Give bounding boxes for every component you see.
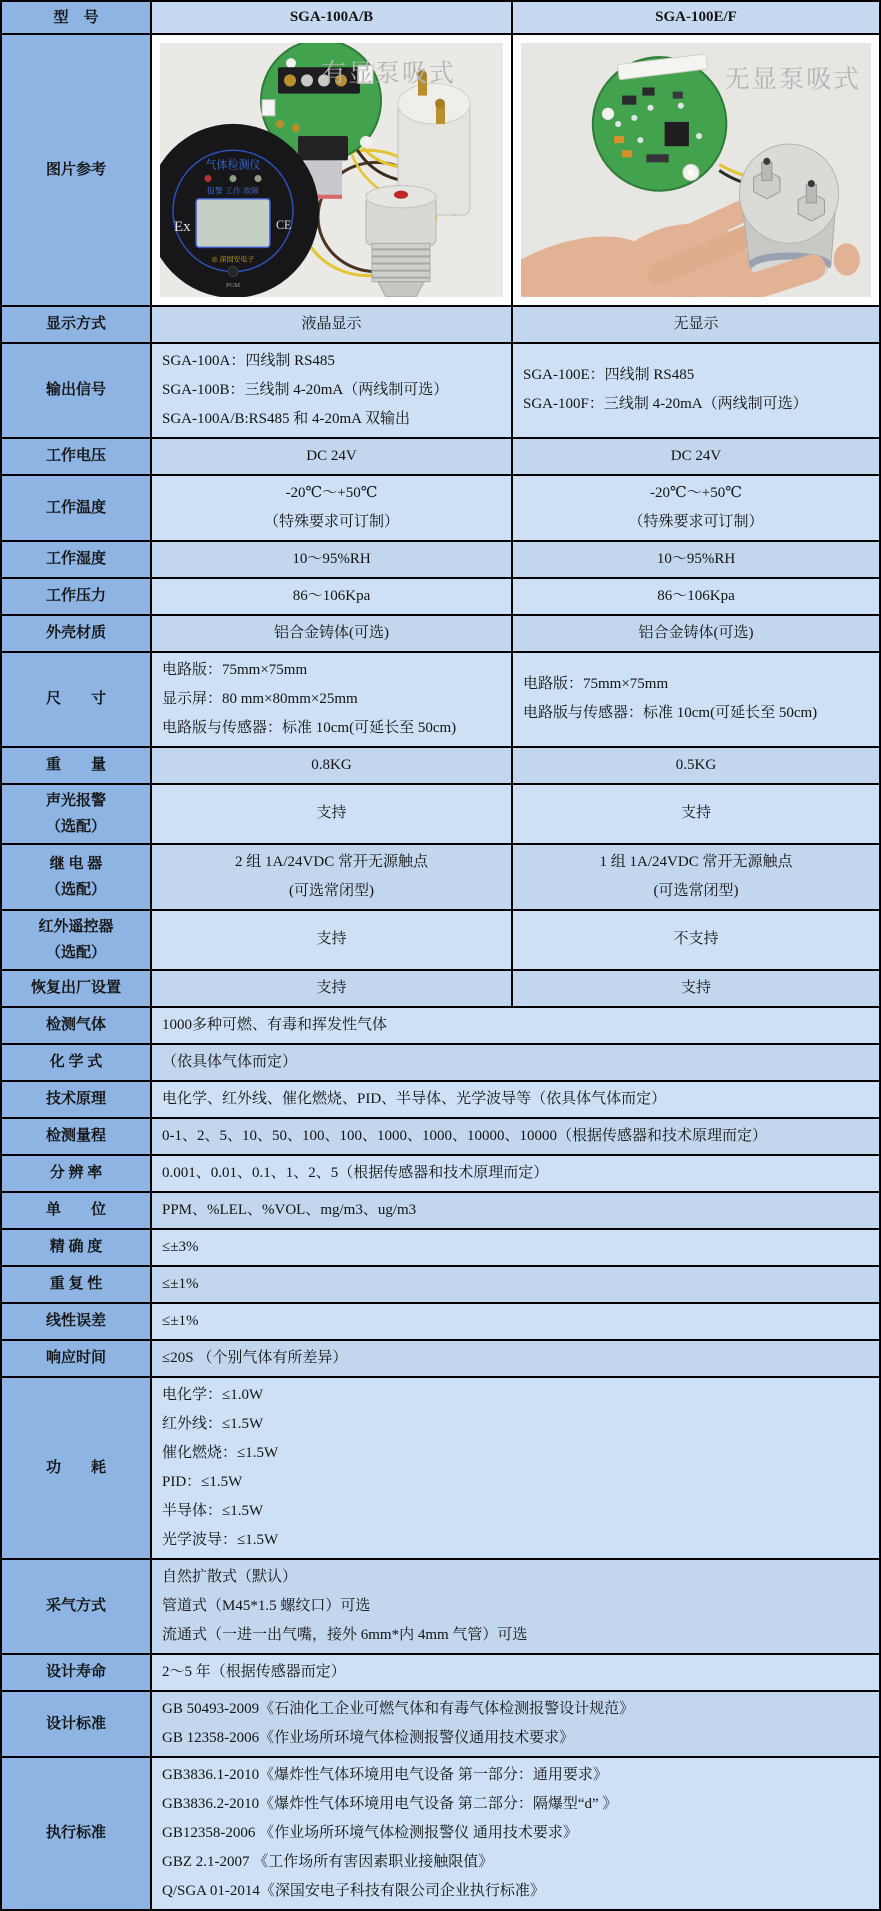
row-label-audible-visual-alarm — [2, 785, 152, 843]
spec-row-working-humidity — [2, 542, 879, 579]
row-label-text: 输出信号 — [45, 382, 106, 399]
row-label-response-time — [2, 1341, 152, 1376]
spec-row-display-mode — [2, 307, 879, 344]
row-label-working-voltage — [2, 439, 152, 474]
row-value-text: 自然扩散式（默认） — [162, 1568, 298, 1585]
row-label-text: 工作温度 — [45, 499, 106, 516]
row-value-text: 支持 — [316, 805, 347, 822]
row-label-execution-standard — [2, 1758, 152, 1909]
row-value-text: PID：≤1.5W — [162, 1473, 243, 1490]
spec-row-output-signal — [2, 344, 879, 439]
row-label-text: （选配） — [45, 818, 106, 835]
row-label-output-signal — [2, 344, 152, 437]
header-model-ab: SGA-100A/B — [152, 2, 513, 33]
spec-row-detection-range — [2, 1119, 879, 1156]
row-value-text: 液晶显示 — [301, 315, 362, 332]
row-value-text: 0-1、2、5、10、50、100、100、1000、1000、10000、10000（根据传感器和技术原理而定） — [162, 1127, 767, 1144]
row-value-text: （特殊要求可订制） — [628, 513, 764, 530]
row-label-linearity-error — [2, 1304, 152, 1339]
row-value-text: 0.5KG — [675, 756, 717, 773]
row-value-text: SGA-100B：三线制 4-20mA（两线制可选） — [162, 381, 449, 398]
row-value-text: DC 24V — [306, 447, 357, 464]
row-label-technical-principle — [2, 1082, 152, 1117]
row-label-text: 技术原理 — [45, 1091, 106, 1108]
table-header-row — [2, 2, 879, 35]
row-value-text: SGA-100A/B:RS485 和 4-20mA 双输出 — [162, 410, 410, 427]
spec-row-working-pressure — [2, 579, 879, 616]
row-value-text: -20℃～+50℃ — [649, 484, 742, 501]
row-label-ir-remote — [2, 911, 152, 969]
spec-row-unit — [2, 1193, 879, 1230]
row-value-accuracy — [152, 1230, 879, 1265]
row-value-text: SGA-100E：四线制 RS485 — [523, 367, 695, 384]
row-value-text: ≤±1% — [162, 1312, 199, 1329]
row-value-text: 电路版与传感器：标准 10cm(可延长至 50cm) — [523, 705, 818, 722]
row-label-display-mode — [2, 307, 152, 342]
row-value-response-time — [152, 1341, 879, 1376]
row-value-text: DC 24V — [670, 447, 722, 464]
row-value-ef-factory-reset — [513, 971, 879, 1006]
spec-row-chemical-formula — [2, 1045, 879, 1082]
row-value-ef-ir-remote — [513, 911, 879, 969]
row-value-text: （特殊要求可订制） — [263, 513, 399, 530]
row-value-ef-dimensions — [513, 653, 879, 746]
row-value-ab-housing-material — [152, 616, 513, 651]
row-value-text: 1000多种可燃、有毒和挥发性气体 — [162, 1016, 388, 1033]
row-value-ef-relay — [513, 845, 879, 909]
spec-row-linearity-error — [2, 1304, 879, 1341]
row-value-text: 显示屏：80 mm×80mm×25mm — [162, 690, 358, 707]
spec-row-accuracy — [2, 1230, 879, 1267]
row-value-text: 无显示 — [673, 315, 719, 332]
row-value-ab-working-voltage — [152, 439, 513, 474]
spec-row-sampling-method — [2, 1560, 879, 1655]
row-value-text: 电路版：75mm×75mm — [523, 676, 669, 693]
spec-row-response-time — [2, 1341, 879, 1378]
row-value-ef-working-temperature — [513, 476, 879, 540]
row-label-repeatability — [2, 1267, 152, 1302]
row-value-text: SGA-100A：四线制 RS485 — [162, 352, 335, 369]
row-label-dimensions — [2, 653, 152, 746]
row-value-ab-dimensions — [152, 653, 513, 746]
spec-row-design-standard — [2, 1692, 879, 1758]
image-row-label-text: 图片参考 — [45, 161, 106, 178]
image-reference-row — [2, 35, 879, 307]
row-value-ab-working-pressure — [152, 579, 513, 614]
spec-row-working-temperature — [2, 476, 879, 542]
watermark-right: 无显泵吸式 — [724, 65, 861, 94]
row-value-ab-ir-remote — [152, 911, 513, 969]
row-value-text: 电路版与传感器：标准 10cm(可延长至 50cm) — [162, 719, 457, 736]
row-value-text: 支持 — [316, 931, 347, 948]
row-label-accuracy — [2, 1230, 152, 1265]
row-value-ef-working-humidity — [513, 542, 879, 577]
row-value-text: 电化学、红外线、催化燃烧、PID、半导体、光学波导等（依具体气体而定） — [162, 1090, 667, 1107]
row-value-text: 2～5 年（根据传感器而定） — [162, 1663, 346, 1680]
row-value-ab-relay — [152, 845, 513, 909]
row-value-execution-standard — [152, 1758, 879, 1909]
row-label-sampling-method — [2, 1560, 152, 1653]
row-value-text: （依具体气体而定） — [162, 1053, 298, 1070]
row-value-text: 铝合金铸体(可选) — [638, 624, 754, 641]
spec-row-execution-standard — [2, 1758, 879, 1909]
spec-row-factory-reset — [2, 971, 879, 1008]
row-label-text: 设计寿命 — [45, 1664, 106, 1681]
row-label-text: 检测气体 — [45, 1017, 106, 1034]
row-value-ab-weight — [152, 748, 513, 783]
row-value-ab-working-humidity — [152, 542, 513, 577]
watermark-left: 有显泵吸式 — [321, 60, 456, 88]
spec-row-housing-material — [2, 616, 879, 653]
row-label-design-standard — [2, 1692, 152, 1756]
row-label-weight — [2, 748, 152, 783]
row-label-text: （选配） — [45, 881, 106, 898]
row-label-text: 检测量程 — [45, 1128, 106, 1145]
row-value-text: 0.8KG — [311, 756, 352, 773]
row-label-text: 重 复 性 — [49, 1276, 103, 1293]
row-value-text: 86～106Kpa — [292, 587, 371, 604]
row-label-text: 红外遥控器 — [38, 918, 114, 935]
product-photo-ab — [160, 43, 503, 297]
row-label-design-life — [2, 1655, 152, 1690]
row-value-text: GB3836.1-2010《爆炸性气体环境用电气设备 第一部分：通用要求》 — [162, 1766, 608, 1783]
row-value-text: Q/SGA 01-2014《深国安电子科技有限公司企业执行标准》 — [162, 1882, 545, 1899]
row-label-power-consumption — [2, 1378, 152, 1558]
spec-row-resolution — [2, 1156, 879, 1193]
photo-sga100ab — [152, 35, 513, 305]
gauge-title: 气体检测仪 — [205, 159, 261, 172]
row-label-working-pressure — [2, 579, 152, 614]
row-value-text: 86～106Kpa — [657, 587, 735, 604]
row-label-text: 执行标准 — [45, 1825, 106, 1842]
row-label-text: 线性误差 — [45, 1313, 106, 1330]
row-label-text: 重 量 — [45, 757, 106, 774]
metal-sensor-illustration — [739, 144, 838, 280]
gauge-brand-line: ◎ 深国安电子 — [211, 255, 255, 264]
row-value-design-life — [152, 1655, 879, 1690]
row-value-text: GB 50493-2009《石油化工企业可燃气体和有毒气体检测报警设计规范》 — [162, 1700, 635, 1717]
fingertip-illustration — [834, 243, 860, 275]
row-value-text: 红外线：≤1.5W — [162, 1415, 264, 1432]
row-label-text: 化 学 式 — [49, 1054, 103, 1071]
row-value-text: 铝合金铸体(可选) — [274, 624, 389, 641]
row-label-chemical-formula — [2, 1045, 152, 1080]
spec-row-weight — [2, 748, 879, 785]
row-value-chemical-formula — [152, 1045, 879, 1080]
row-value-text: 支持 — [680, 805, 711, 822]
row-value-ef-output-signal — [513, 344, 879, 437]
row-label-working-temperature — [2, 476, 152, 540]
row-value-text: -20℃～+50℃ — [285, 484, 378, 501]
row-label-detection-range — [2, 1119, 152, 1154]
row-value-technical-principle — [152, 1082, 879, 1117]
row-value-text: 光学波导：≤1.5W — [162, 1531, 279, 1548]
row-value-text: 流通式（一进一出气嘴，接外 6mm*内 4mm 气管）可选 — [162, 1626, 528, 1643]
row-label-text: （选配） — [45, 944, 106, 961]
spec-row-dimensions — [2, 653, 879, 748]
spec-row-technical-principle — [2, 1082, 879, 1119]
row-label-text: 设计标准 — [45, 1715, 106, 1732]
row-label-text: 分 辨 率 — [49, 1165, 103, 1182]
row-value-ef-working-voltage — [513, 439, 879, 474]
row-label-text: 功 耗 — [45, 1459, 106, 1476]
row-label-unit — [2, 1193, 152, 1228]
row-value-text: ≤20S （个别气体有所差异） — [162, 1349, 348, 1366]
row-value-text: 10～95%RH — [656, 550, 736, 567]
row-label-text: 继 电 器 — [49, 855, 103, 872]
row-value-ab-display-mode — [152, 307, 513, 342]
product-photo-ef — [521, 43, 871, 297]
spec-row-ir-remote — [2, 911, 879, 971]
row-value-text: 管道式（M45*1.5 螺纹口）可选 — [162, 1597, 371, 1614]
spec-row-detectable-gases — [2, 1008, 879, 1045]
row-value-text: GBZ 2.1-2007 《工作场所有害因素职业接触限值》 — [162, 1853, 494, 1870]
row-value-text: 2 组 1A/24VDC 常开无源触点 — [235, 853, 428, 870]
row-value-text: GB 12358-2006《作业场所环境气体检测报警仪通用技术要求》 — [162, 1729, 575, 1746]
row-label-text: 外壳材质 — [45, 625, 106, 642]
row-label-text: 工作压力 — [45, 588, 106, 605]
row-value-text: 电化学：≤1.0W — [162, 1386, 264, 1403]
spec-row-design-life — [2, 1655, 879, 1692]
row-value-ab-working-temperature — [152, 476, 513, 540]
row-label-text: 单 位 — [45, 1202, 106, 1219]
row-value-linearity-error — [152, 1304, 879, 1339]
spec-row-power-consumption — [2, 1378, 879, 1560]
header-model-label — [2, 2, 152, 33]
row-label-text: 工作湿度 — [45, 551, 106, 568]
row-value-ef-housing-material — [513, 616, 879, 651]
gauge-led-labels: 报警 工作 故障 — [207, 186, 259, 196]
row-label-text: 精 确 度 — [49, 1239, 103, 1256]
spec-row-audible-visual-alarm — [2, 785, 879, 845]
row-label-factory-reset — [2, 971, 152, 1006]
row-label-housing-material — [2, 616, 152, 651]
row-value-text: 催化燃烧：≤1.5W — [162, 1444, 279, 1461]
row-value-ef-working-pressure — [513, 579, 879, 614]
row-value-detectable-gases — [152, 1008, 879, 1043]
spec-row-relay — [2, 845, 879, 911]
row-value-text: 不支持 — [673, 931, 719, 948]
row-value-power-consumption — [152, 1378, 879, 1558]
row-value-text: 电路版：75mm×75mm — [162, 661, 308, 678]
row-label-text: 采气方式 — [45, 1598, 106, 1615]
row-value-text: (可选常闭型) — [289, 882, 374, 899]
gauge-pgm-label: PGM — [225, 281, 241, 289]
row-value-text: GB12358-2006 《作业场所环境气体检测报警仪 通用技术要求》 — [162, 1824, 578, 1841]
row-value-text: 1 组 1A/24VDC 常开无源触点 — [599, 853, 793, 870]
row-label-resolution — [2, 1156, 152, 1191]
row-value-text: 支持 — [316, 979, 347, 996]
row-value-text: 10～95%RH — [292, 550, 371, 567]
row-value-text: 支持 — [680, 979, 711, 996]
row-label-text: 恢复出厂设置 — [30, 980, 121, 997]
row-label-detectable-gases — [2, 1008, 152, 1043]
metal-sensor-illustration — [366, 186, 436, 297]
row-value-resolution — [152, 1156, 879, 1191]
row-value-text: GB3836.2-2010《爆炸性气体环境用电气设备 第二部分：隔爆型“d” 》 — [162, 1795, 618, 1812]
row-value-ab-audible-visual-alarm — [152, 785, 513, 843]
row-value-text: SGA-100F：三线制 4-20mA（两线制可选） — [523, 396, 808, 413]
photo-sga100ef — [513, 35, 879, 305]
spec-row-repeatability — [2, 1267, 879, 1304]
row-label-working-humidity — [2, 542, 152, 577]
image-row-label — [2, 35, 152, 305]
row-label-text: 尺 寸 — [45, 691, 106, 708]
row-value-unit — [152, 1193, 879, 1228]
row-label-text: 声光报警 — [45, 792, 106, 809]
row-value-design-standard — [152, 1692, 879, 1756]
row-value-repeatability — [152, 1267, 879, 1302]
row-value-text: PPM、%LEL、%VOL、mg/m3、ug/m3 — [162, 1201, 417, 1218]
row-value-ef-display-mode — [513, 307, 879, 342]
row-value-ef-weight — [513, 748, 879, 783]
row-value-text: (可选常闭型) — [653, 882, 739, 899]
row-value-sampling-method — [152, 1560, 879, 1653]
row-value-text: 0.001、0.01、0.1、1、2、5（根据传感器和技术原理而定） — [162, 1164, 549, 1181]
row-value-ef-audible-visual-alarm — [513, 785, 879, 843]
row-value-text: 半导体：≤1.5W — [162, 1502, 264, 1519]
ce-mark: CE — [276, 218, 292, 233]
row-value-text: ≤±1% — [162, 1275, 199, 1292]
row-label-relay — [2, 845, 152, 909]
spec-row-working-voltage — [2, 439, 879, 476]
row-value-ab-factory-reset — [152, 971, 513, 1006]
row-label-text: 响应时间 — [45, 1350, 106, 1367]
row-value-detection-range — [152, 1119, 879, 1154]
row-value-ab-output-signal — [152, 344, 513, 437]
row-label-text: 工作电压 — [45, 448, 106, 465]
header-model-label-text: 型 号 — [53, 9, 99, 26]
row-value-text: ≤±3% — [162, 1238, 199, 1255]
row-label-text: 显示方式 — [45, 316, 106, 333]
header-model-ef: SGA-100E/F — [513, 2, 879, 33]
ex-mark: Ex — [174, 219, 191, 236]
